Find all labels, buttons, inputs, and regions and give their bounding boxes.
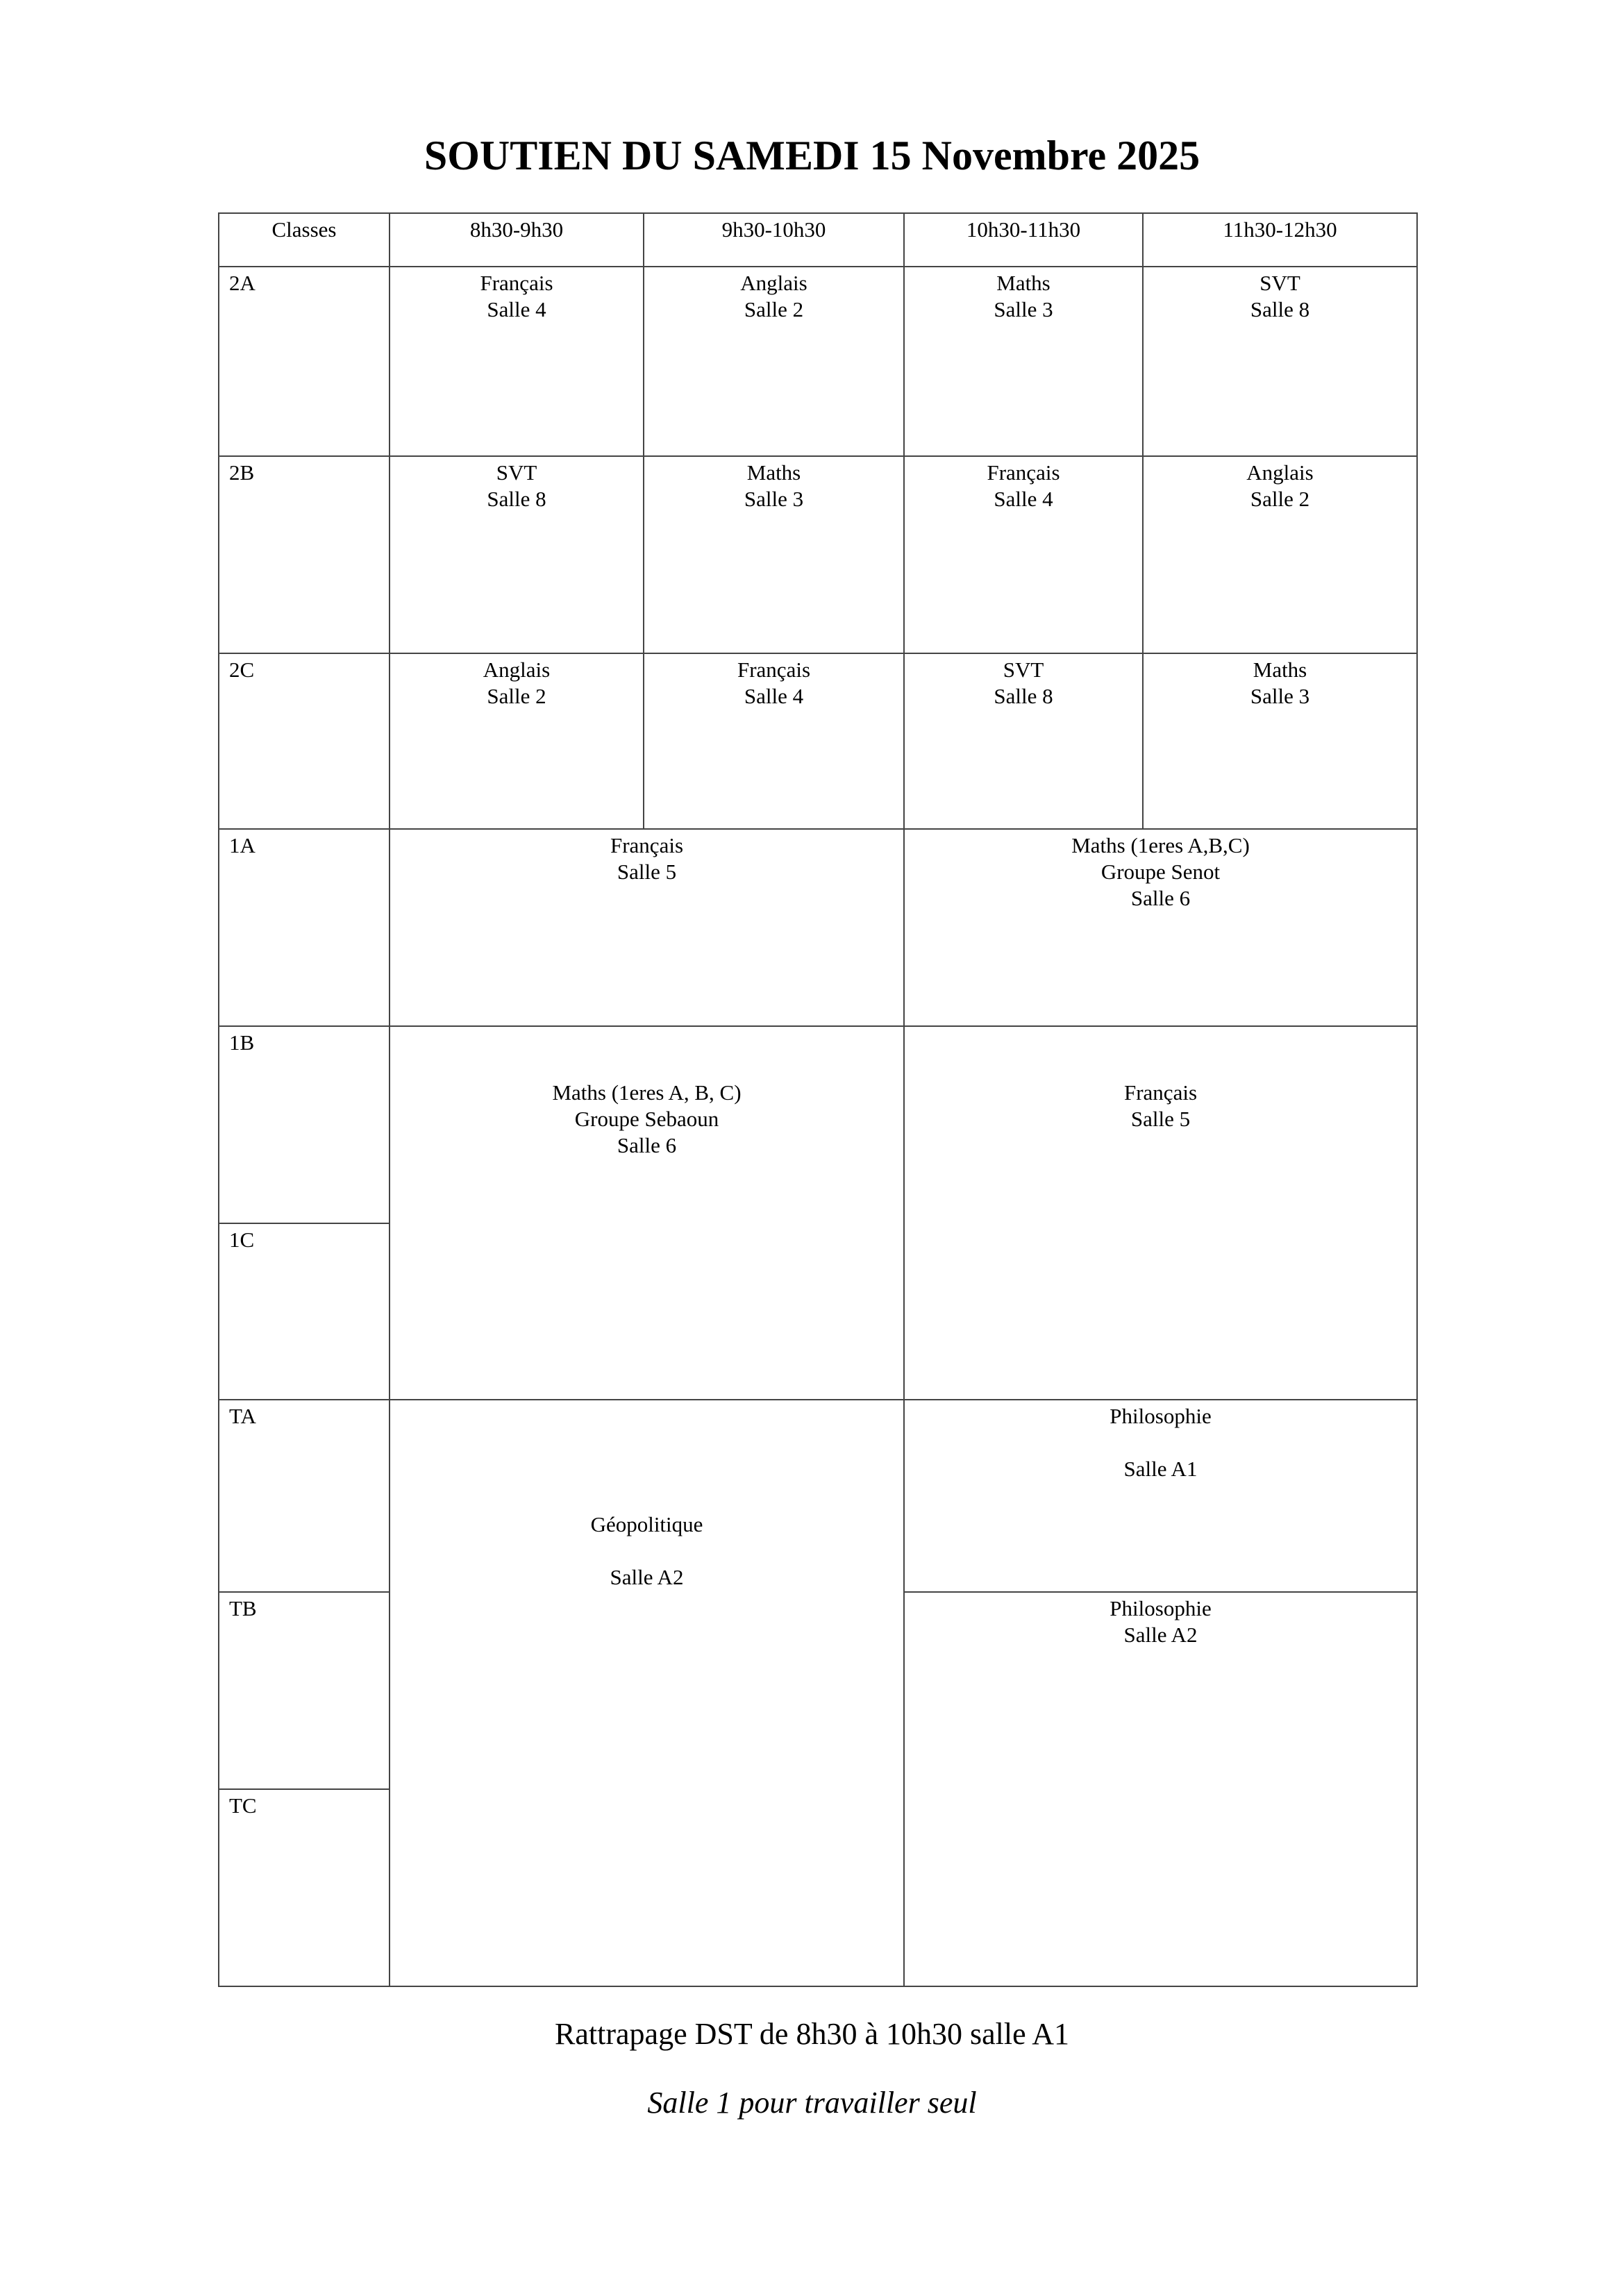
- class-label-ta: TA: [219, 1400, 390, 1592]
- class-label-2a: 2A: [219, 267, 390, 456]
- class-label-tb: TB: [219, 1592, 390, 1789]
- subject: Anglais: [740, 271, 807, 295]
- subject: Maths: [996, 271, 1050, 295]
- room: Salle A1: [1123, 1457, 1198, 1481]
- self-study-note: Salle 1 pour travailler seul: [647, 2086, 977, 2120]
- table-row-2c: [219, 653, 1417, 829]
- cell-2a-slot-2: [644, 267, 904, 456]
- subject: Maths (1eres A, B, C): [552, 1080, 742, 1105]
- header-row: [219, 213, 1417, 267]
- cell-2a-slot-3: [904, 267, 1143, 456]
- header-classes: Classes: [219, 213, 390, 267]
- group: Groupe Sebaoun: [574, 1107, 719, 1131]
- header-slot-3: 10h30-11h30: [904, 213, 1143, 267]
- header-slot-2: 9h30-10h30: [644, 213, 904, 267]
- cell-2c-slot-4: [1143, 653, 1417, 829]
- class-label-1b: 1B: [219, 1026, 390, 1223]
- room: Salle A2: [1123, 1623, 1198, 1647]
- cell-2b-slot-2: [644, 456, 904, 653]
- cell-ta-late-morning: [904, 1400, 1417, 1592]
- class-label-1a: 1A: [219, 829, 390, 1026]
- table-row-2b: [219, 456, 1417, 653]
- room: Salle 4: [994, 487, 1053, 511]
- class-label-2c: 2C: [219, 653, 390, 829]
- room: Salle 6: [1130, 886, 1191, 910]
- class-label-tc: TC: [219, 1789, 390, 1986]
- cell-2a-slot-4: [1143, 267, 1417, 456]
- subject: Géopolitique: [590, 1512, 703, 1536]
- subject: SVT: [496, 460, 537, 485]
- room: Salle 4: [744, 684, 804, 708]
- subject: Maths: [1253, 657, 1307, 682]
- class-label-2b: 2B: [219, 456, 390, 653]
- room: Salle 6: [617, 1133, 677, 1157]
- room: Salle A2: [610, 1565, 684, 1589]
- room: Salle 5: [1130, 1107, 1191, 1131]
- table-row-1b: [219, 1026, 1417, 1223]
- cell-1a-morning: [390, 829, 904, 1026]
- subject: Français: [480, 271, 553, 295]
- cell-2b-slot-1: [390, 456, 644, 653]
- subject: Philosophie: [1110, 1404, 1212, 1428]
- subject: Français: [987, 460, 1060, 485]
- cell-2b-slot-4: [1143, 456, 1417, 653]
- cell-2a-slot-1: [390, 267, 644, 456]
- cell-1bc-late-morning: [904, 1026, 1417, 1400]
- subject: Français: [1123, 1080, 1198, 1105]
- room: Salle 8: [487, 487, 546, 511]
- cell-2c-slot-3: [904, 653, 1143, 829]
- room: Salle 2: [744, 297, 804, 321]
- header-slot-4: 11h30-12h30: [1143, 213, 1417, 267]
- subject: Philosophie: [1110, 1596, 1212, 1620]
- subject: Français: [737, 657, 811, 682]
- room: Salle 3: [1250, 684, 1310, 708]
- room: Salle 3: [994, 297, 1053, 321]
- subject: Anglais: [1246, 460, 1314, 485]
- subject: SVT: [1003, 657, 1044, 682]
- room: Salle 3: [744, 487, 804, 511]
- schedule-table: [218, 212, 1418, 1987]
- room: Salle 2: [487, 684, 546, 708]
- room: Salle 8: [994, 684, 1053, 708]
- cell-tbc-late-morning: [904, 1592, 1417, 1986]
- cell-2b-slot-3: [904, 456, 1143, 653]
- cell-2c-slot-2: [644, 653, 904, 829]
- room: Salle 2: [1250, 487, 1310, 511]
- room: Salle 8: [1250, 297, 1310, 321]
- subject: Maths (1eres A,B,C): [1071, 833, 1250, 857]
- table-row-ta: [219, 1400, 1417, 1592]
- room: Salle 4: [487, 297, 546, 321]
- header-slot-1: 8h30-9h30: [390, 213, 644, 267]
- page-title: SOUTIEN DU SAMEDI 15 Novembre 2025: [424, 133, 1200, 178]
- room: Salle 5: [617, 860, 677, 884]
- makeup-exam-note: Rattrapage DST de 8h30 à 10h30 salle A1: [555, 2017, 1069, 2051]
- table-row-2a: [219, 267, 1417, 456]
- group: Groupe Senot: [1100, 860, 1221, 884]
- table-row-1a: [219, 829, 1417, 1026]
- subject: Anglais: [483, 657, 551, 682]
- class-label-1c: 1C: [219, 1223, 390, 1400]
- subject: Maths: [746, 460, 801, 485]
- cell-1a-late-morning: [904, 829, 1417, 1026]
- subject: SVT: [1259, 271, 1300, 295]
- cell-1bc-morning: [390, 1026, 904, 1400]
- subject: Français: [610, 833, 684, 857]
- cell-terminale-morning: [390, 1400, 904, 1986]
- cell-2c-slot-1: [390, 653, 644, 829]
